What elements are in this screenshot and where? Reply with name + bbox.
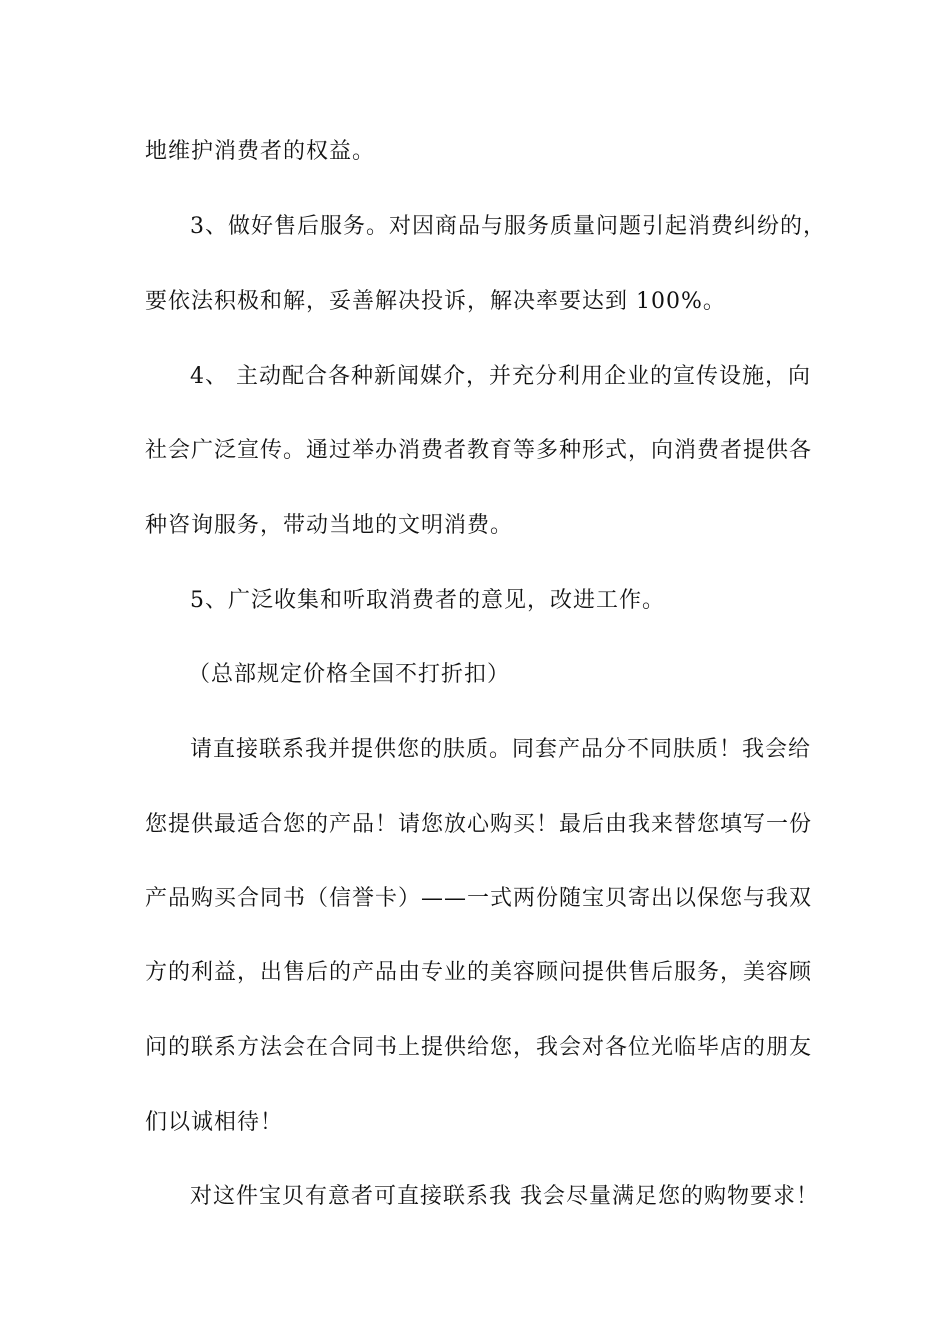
text-line-2: 3、做好售后服务。对因商品与服务质量问题引起消费纠纷的，	[190, 214, 826, 239]
text-line-4: 4、 主动配合各种新闻媒介，并充分利用企业的宣传设施，向	[190, 364, 811, 389]
text-line-9: 请直接联系我并提供您的肤质。同套产品分不同肤质！我会给	[190, 737, 812, 762]
text-line-15: 对这件宝贝有意者可直接联系我 我会尽量满足您的购物要求！	[190, 1184, 819, 1209]
text-line-12: 方的利益，出售后的产品由专业的美容顾问提供售后服务，美容顾	[145, 960, 813, 985]
text-line-1: 地维护消费者的权益。	[145, 139, 376, 164]
text-line-13: 问的联系方法会在合同书上提供给您，我会对各位光临毕店的朋友	[145, 1035, 813, 1060]
text-line-10: 您提供最适合您的产品！请您放心购买！最后由我来替您填写一份	[145, 812, 813, 837]
text-line-8: （总部规定价格全国不打折扣）	[188, 662, 511, 687]
text-line-11: 产品购买合同书（信誉卡）——一式两份随宝贝寄出以保您与我双	[145, 886, 813, 911]
text-line-7: 5、广泛收集和听取消费者的意见，改进工作。	[190, 588, 665, 613]
text-line-3: 要依法积极和解，妥善解决投诉，解决率要达到 100%。	[145, 289, 726, 314]
text-line-6: 种咨询服务，带动当地的文明消费。	[145, 513, 514, 538]
text-line-5: 社会广泛宣传。通过举办消费者教育等多种形式，向消费者提供各	[145, 438, 813, 463]
text-line-14: 们以诚相待！	[145, 1110, 284, 1135]
